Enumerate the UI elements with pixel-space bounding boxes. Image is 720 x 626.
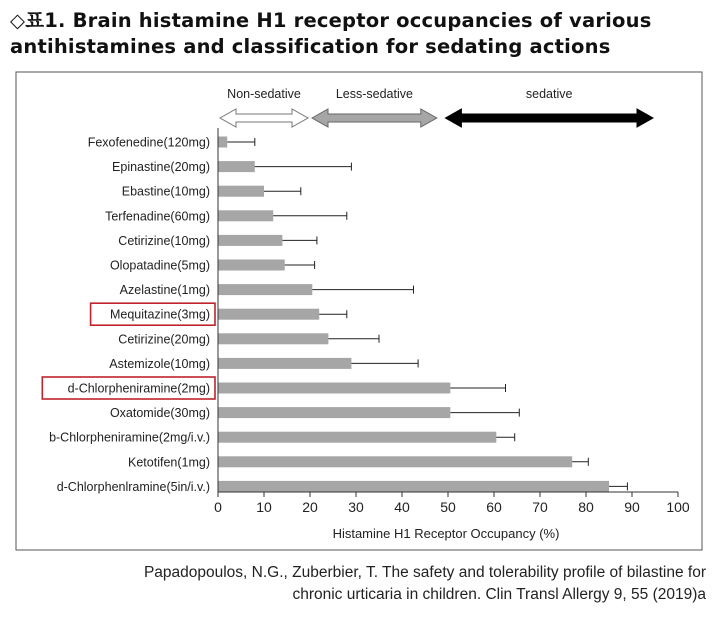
- band-label-0: Non-sedative: [227, 87, 301, 101]
- category-label-3: Terfenadine(60mg): [105, 209, 210, 224]
- category-label-0: Fexofenedine(120mg): [87, 135, 210, 150]
- bar-0: [218, 137, 227, 148]
- x-tick-label-10: 100: [666, 499, 690, 515]
- category-label-14: d-Chlorphenlramine(5in/i.v.): [56, 479, 210, 494]
- bar-8: [218, 333, 328, 344]
- category-label-9: Astemizole(10mg): [109, 356, 210, 371]
- x-tick-label-4: 40: [394, 499, 410, 515]
- citation-line-1: Papadopoulos, N.G., Zuberbier, T. The safety and tolerability profile of bilastine for: [143, 564, 706, 581]
- x-tick-label-7: 70: [532, 499, 548, 515]
- bar-3: [218, 210, 273, 221]
- x-axis-label: Histamine H1 Receptor Occupancy (%): [332, 526, 560, 541]
- citation-line-2: chronic urticaria in children. Clin Transl Allergy 9, 55 (2019)a: [292, 586, 706, 603]
- band-arrow-1: [312, 109, 437, 127]
- bar-2: [218, 186, 264, 197]
- category-label-11: Oxatomide(30mg): [109, 406, 210, 421]
- x-tick-label-9: 90: [624, 499, 640, 515]
- category-label-6: Azelastine(1mg): [119, 283, 210, 298]
- bar-4: [218, 235, 282, 246]
- band-label-2: sedative: [525, 87, 573, 101]
- x-tick-label-8: 80: [578, 499, 594, 515]
- x-tick-label-5: 50: [440, 499, 456, 515]
- citation: [0, 562, 706, 606]
- category-label-10: d-Chlorpheniramine(2mg): [67, 381, 210, 396]
- x-tick-label-3: 30: [348, 499, 364, 515]
- x-tick-label-0: 0: [214, 499, 222, 515]
- category-label-13: Ketotifen(1mg): [128, 455, 210, 470]
- band-arrow-2: [445, 109, 653, 127]
- bar-7: [218, 309, 319, 320]
- x-tick-label-2: 20: [302, 499, 318, 515]
- bar-10: [218, 383, 450, 394]
- bar-9: [218, 358, 351, 369]
- category-label-7: Mequitazine(3mg): [109, 307, 210, 322]
- bar-14: [218, 481, 609, 492]
- band-label-1: Less-sedative: [335, 87, 413, 101]
- category-label-4: Cetirizine(10mg): [118, 233, 210, 248]
- bar-12: [218, 432, 496, 443]
- title-line-2: antihistamines and classification for sedating actions: [10, 35, 611, 58]
- category-label-5: Olopatadine(5mg): [109, 258, 210, 273]
- category-label-8: Cetirizine(20mg): [118, 332, 210, 347]
- title-line-1: ◇표1. Brain histamine H1 receptor occupancies of various: [10, 9, 652, 32]
- band-arrow-0: [220, 109, 308, 127]
- category-label-2: Ebastine(10mg): [121, 184, 210, 199]
- bar-5: [218, 260, 285, 271]
- bar-13: [218, 456, 572, 467]
- bar-11: [218, 407, 450, 418]
- category-label-1: Epinastine(20mg): [112, 160, 210, 175]
- bar-6: [218, 284, 312, 295]
- x-tick-label-1: 10: [256, 499, 272, 515]
- bar-1: [218, 161, 255, 172]
- category-label-12: b-Chlorpheniramine(2mg/i.v.): [49, 430, 210, 445]
- x-tick-label-6: 60: [486, 499, 502, 515]
